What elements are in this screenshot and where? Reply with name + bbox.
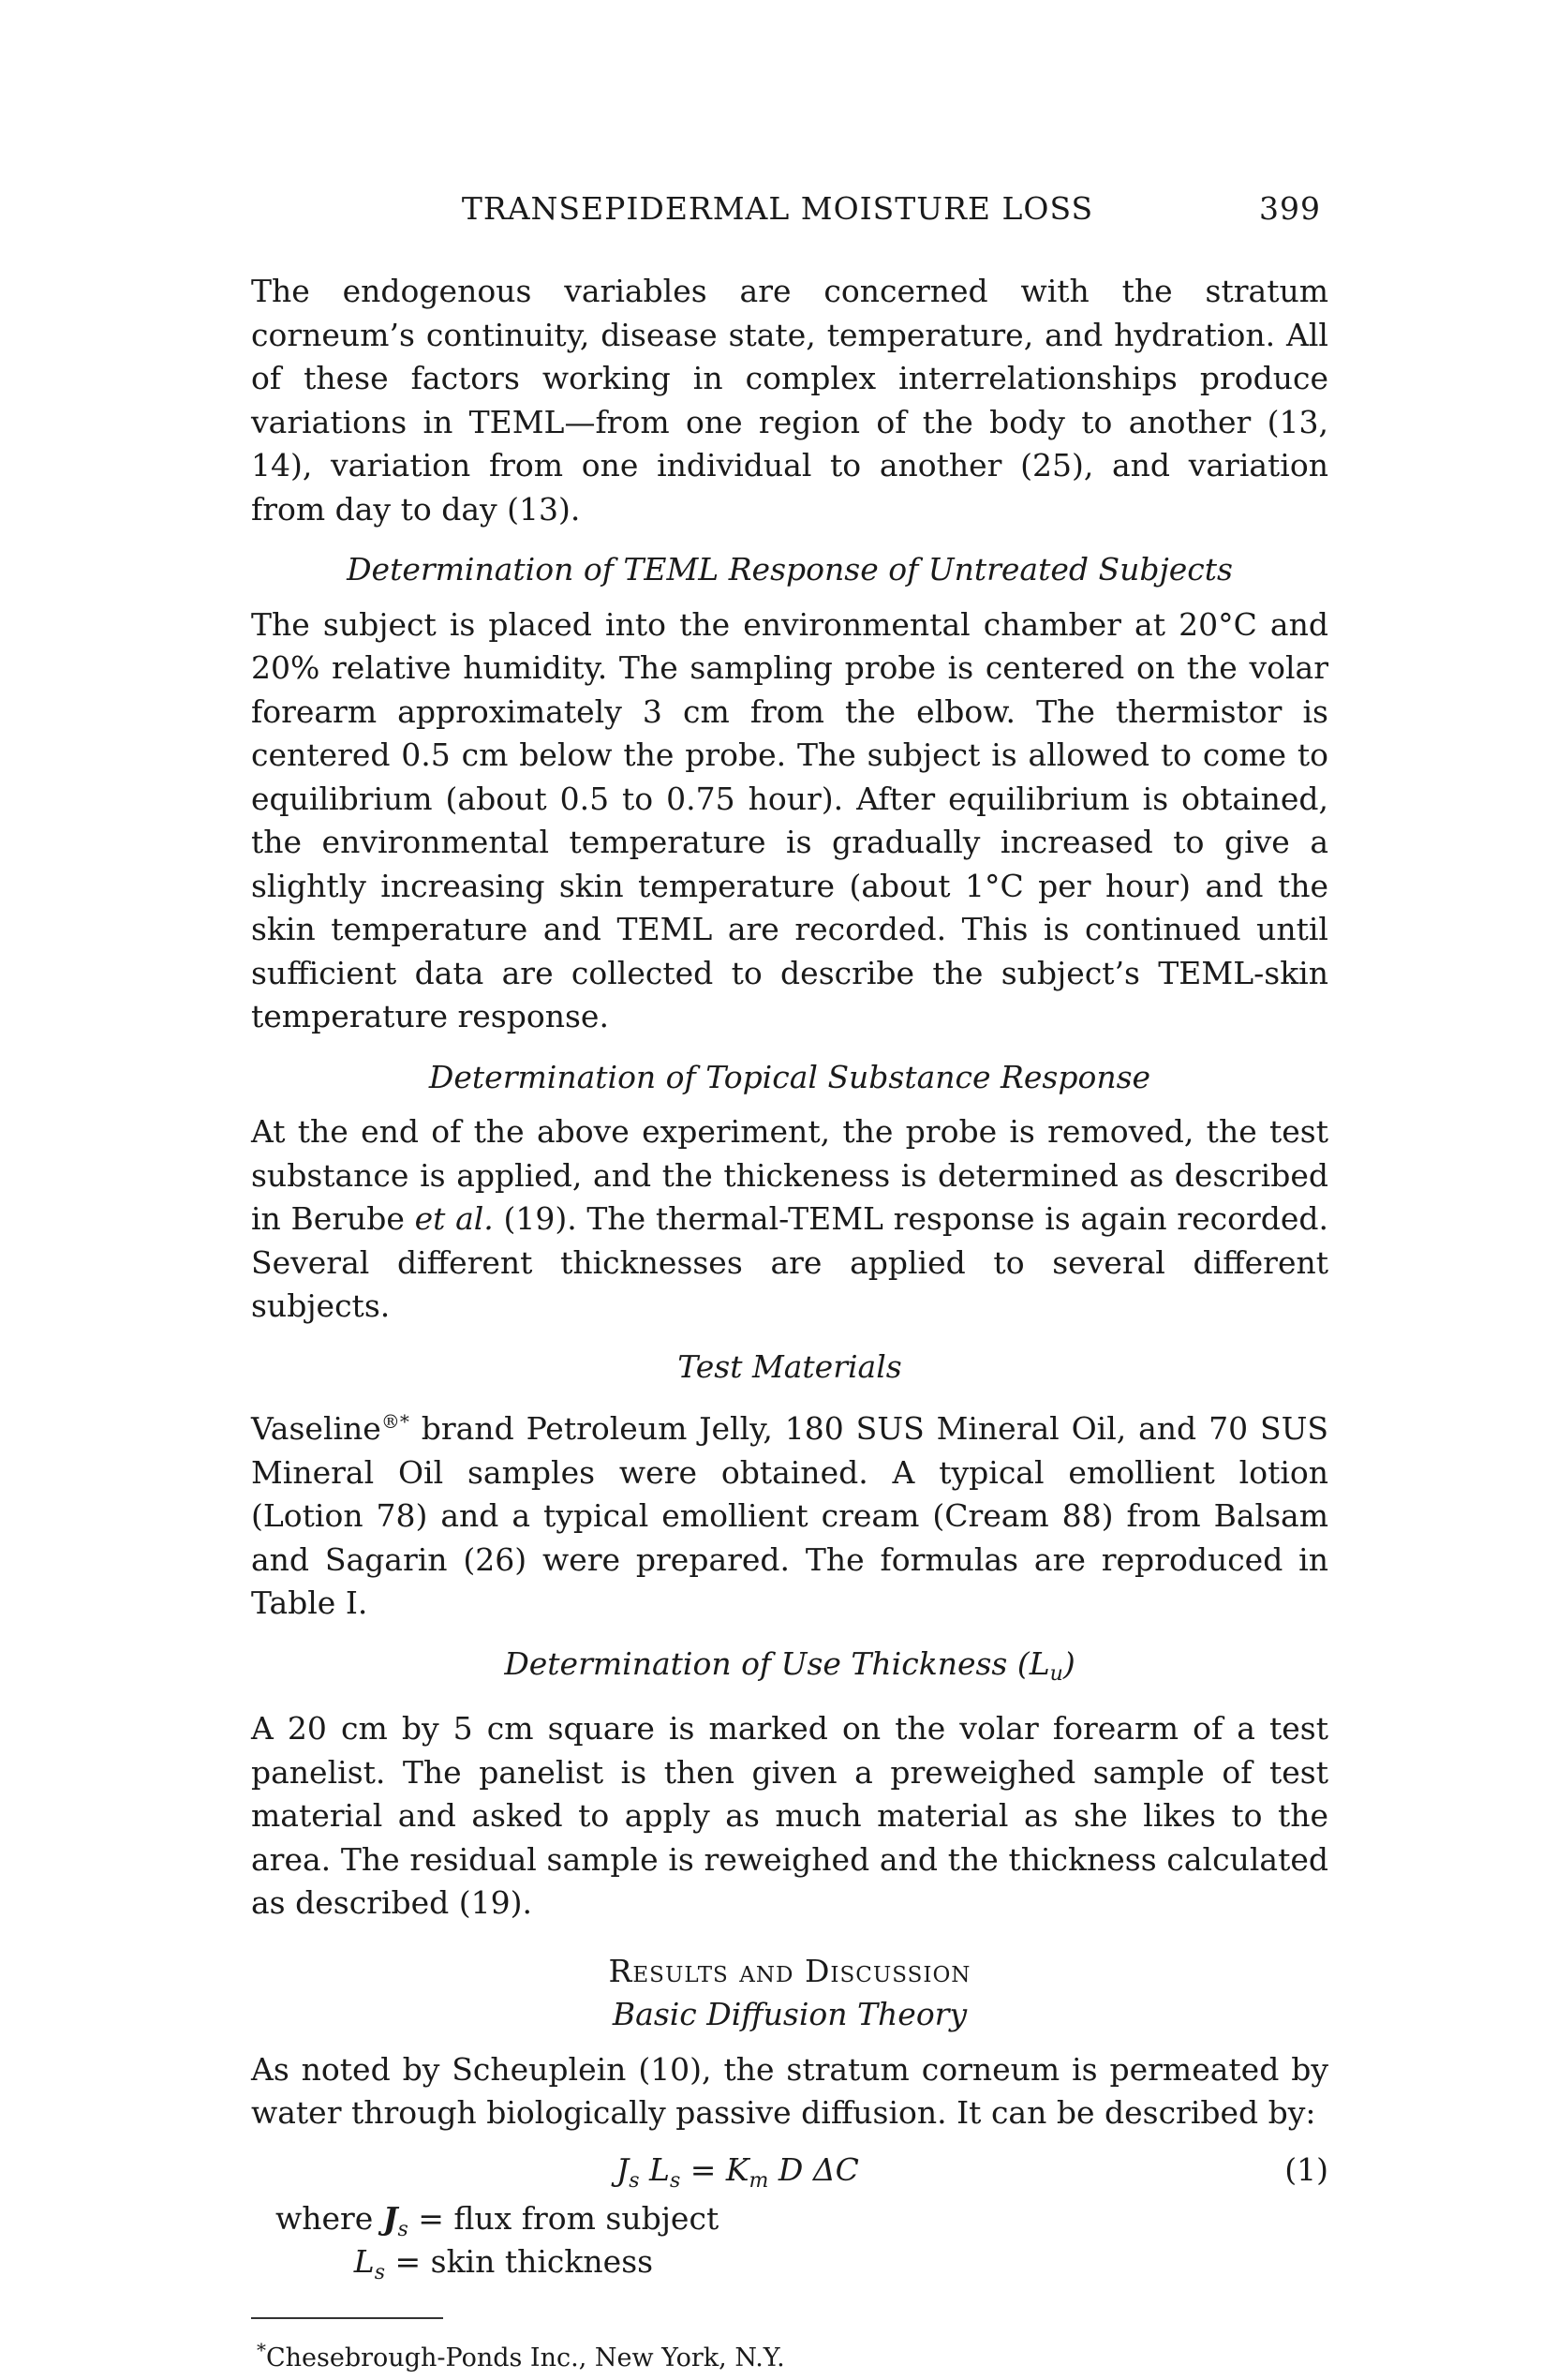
article-body [251, 270, 1328, 2380]
heading-teml-untreated: Determination of TEML Response of Untreated Subjects [251, 548, 1328, 592]
eq-l: L [640, 2151, 670, 2188]
heading-use-thickness-text: Determination of Use Thickness (L [504, 1645, 1049, 1682]
eq-l-subscript: s [670, 2169, 680, 2193]
heading-diffusion-theory: Basic Diffusion Theory [251, 1993, 1328, 2037]
paragraph-scheuplein: As noted by Scheuplein (10), the stratum corneum is permeated by water through biologically passive diffusion. It can be described by: [251, 2048, 1328, 2135]
paragraph-topical-procedure [251, 1110, 1328, 1329]
footnote-rule [251, 2317, 443, 2319]
var-js [383, 2200, 408, 2237]
eq-j: J [616, 2151, 629, 2188]
page-number: 399 [1259, 190, 1321, 227]
heading-use-thickness [251, 1643, 1328, 1697]
eq-d-delta-c: D ΔC [768, 2151, 859, 2188]
equation-expression [616, 2149, 859, 2204]
paragraph-test-materials-rest: brand Petroleum Jelly, 180 SUS Mineral Oil, and 70 SUS Mineral Oil samples were obtained. A typical emollient lotion (Lotion 78) and a typical emollient cream (Cream 88) from Balsam and Sagarin (26) were prepared. The formulas are reproduced in Table I. [251, 1410, 1328, 1621]
paragraph-untreated-procedure: The subject is placed into the environmental chamber at 20°C and 20% relative humidity. The sampling probe is centered on the volar forearm approximately 3 cm from the elbow. The thermistor is centered 0.5 cm below the probe. The subject is allowed to come to equilibrium (about 0.5 to 0.75 hour). After equilibrium is obtained, the environmental temperature is gradually increased to give a slightly increasing skin temperature (about 1°C per hour) and the skin temperature and TEML are recorded. This is continued until sufficient data are collected to describe the subject’s TEML-skin temperature response. [251, 603, 1328, 1039]
heading-use-thickness-subscript: u [1050, 1662, 1063, 1686]
var-ls-subscript: s [375, 2261, 385, 2284]
et-al: et al. [415, 1200, 494, 1237]
thickness-definition: = skin thickness [385, 2243, 653, 2280]
equation-number: (1) [1284, 2149, 1328, 2193]
running-head-title: TRANSEPIDERMAL MOISTURE LOSS [234, 190, 1321, 227]
var-ls [354, 2243, 385, 2280]
where-line-thickness [275, 2240, 1328, 2283]
section-heading-results: Results and Discussion [251, 1950, 1328, 1994]
paragraph-topical-part-2: (19). The thermal-TEML response is again recorded. Several different thicknesses are applied to several different subjects. [251, 1200, 1328, 1324]
where-definitions [275, 2197, 1328, 2283]
where-prefix: where [275, 2200, 383, 2237]
eq-equals-k: = K [680, 2151, 749, 2188]
paragraph-endogenous-variables: The endogenous variables are concerned with the stratum corneum’s continuity, disease state, temperature, and hydration. All of these factors working in complex interrelationships produce variations in TEML—from one region of the body to another (13, 14), variation from one individual to another (25), and variation from day to day (13). [251, 270, 1328, 531]
flux-definition: = flux from subject [408, 2200, 719, 2237]
heading-topical-substance: Determination of Topical Substance Response [251, 1056, 1328, 1100]
var-js-subscript: s [397, 2218, 408, 2241]
var-js-letter: J [383, 2200, 398, 2237]
heading-test-materials: Test Materials [251, 1346, 1328, 1390]
running-head [234, 190, 1321, 237]
heading-use-thickness-close: ) [1063, 1645, 1075, 1682]
footnote-mark: * [257, 2339, 266, 2361]
footnote-text: Chesebrough-Ponds Inc., New York, N.Y. [266, 2343, 785, 2373]
paragraph-topical-part-1: At the end of the above experiment, the probe is removed, the test substance is applied, and the thickeness is determined as described in Berube [251, 1113, 1328, 1237]
footnote [257, 2328, 1328, 2380]
paragraph-use-thickness: A 20 cm by 5 cm square is marked on the volar forearm of a test panelist. The panelist is then given a preweighed sample of test material and asked to apply as much material as she likes to the area. The residual sample is reweighed and the thickness calculated as described (19). [251, 1707, 1328, 1926]
eq-j-subscript: s [629, 2169, 639, 2193]
vaseline-word: Vaseline [251, 1410, 381, 1447]
equation-1 [251, 2149, 1328, 2197]
registered-footnote-mark: ®* [381, 1410, 409, 1433]
paragraph-test-materials [251, 1400, 1328, 1626]
var-ls-letter: L [354, 2243, 375, 2280]
eq-k-subscript: m [749, 2169, 769, 2193]
where-indent [275, 2240, 385, 2296]
